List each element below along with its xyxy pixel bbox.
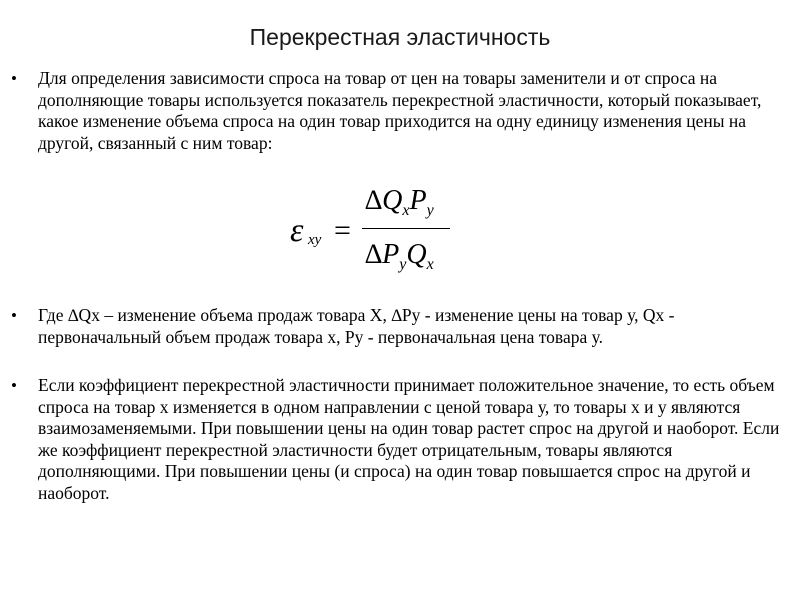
denominator-p: P: [382, 239, 400, 270]
numerator-p: P: [409, 185, 427, 216]
numerator-q-subscript: x: [402, 202, 410, 219]
formula-denominator: [365, 239, 455, 281]
bullet-marker: •: [11, 306, 17, 325]
denominator-delta: ∆: [365, 239, 383, 270]
denominator-p-subscript: y: [399, 256, 407, 273]
bullet-marker: •: [11, 376, 17, 395]
bullet-text: Где ∆Qx – изменение объема продаж товара Х, ∆Py - изменение цены на товар у, Qx - первоначальный объем продаж товара х, Py - первоначальная цена товара у.: [38, 305, 675, 347]
formula-equals: =: [334, 214, 351, 247]
denominator-q: Q: [406, 239, 427, 270]
denominator-q-subscript: x: [426, 256, 434, 273]
bullet-marker: •: [11, 69, 17, 88]
bullet-text: Если коэффициент перекрестной эластичности принимает положительное значение, то есть объем спроса на товар х изменяется в одном направлении с ценой товара у, то товары х и у являются взаимозаменяемыми. При повышении цены на один товар растет спрос на другой и наоборот. Если же коэффициент перекрестной эластичности будет отрицательным, товары являются дополняющими. При повышении цены (и спроса) на один товар повышается спрос на другой и наоборот.: [38, 375, 780, 503]
fraction-line: [362, 228, 450, 229]
numerator-p-subscript: y: [426, 202, 434, 219]
cross-elasticity-formula: [290, 183, 470, 283]
slide-title: Перекрестная эластичность: [249, 24, 551, 50]
bullet-item: [11, 375, 783, 505]
formula-epsilon-subscript: xy: [308, 232, 322, 248]
numerator-q: Q: [382, 185, 403, 216]
bullet-item: [11, 68, 783, 154]
formula-numerator: [365, 185, 455, 227]
numerator-delta: ∆: [365, 185, 383, 216]
bullet-text: Для определения зависимости спроса на товар от цен на товары заменители и от спроса на дополняющие товары используется показатель перекрестной эластичности, который показывает, какое изменение объема спроса на один товар приходится на одну единицу изменения цены на другой, связанный с ним товар:: [38, 68, 762, 153]
bullet-item: [11, 305, 783, 348]
formula-epsilon: ε: [290, 212, 304, 249]
